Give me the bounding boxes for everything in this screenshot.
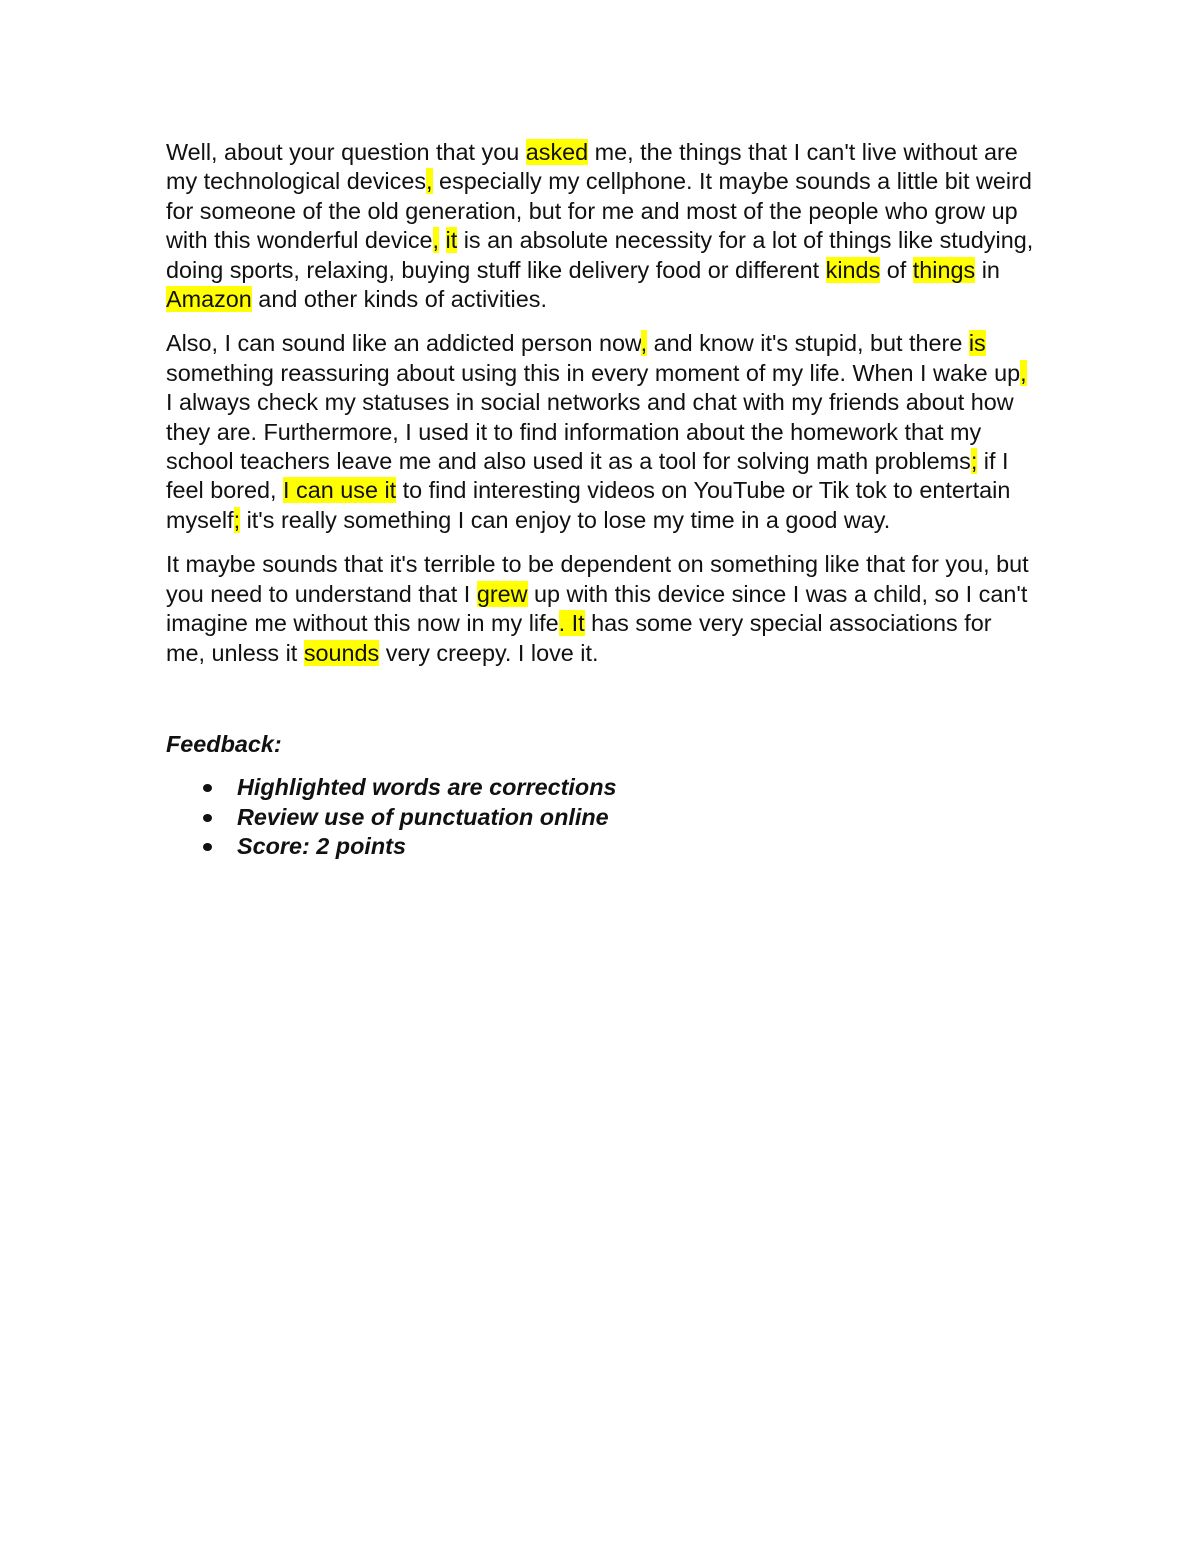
highlighted-correction: grew [476,580,528,607]
text-run: Also, I can sound like an addicted person now [166,330,641,357]
text-run: if I feel bored, [166,448,1009,504]
text-run: very creepy. I love it. [379,639,599,666]
highlighted-correction: sounds [303,639,380,666]
highlighted-correction: , [1020,359,1027,386]
feedback-title: Feedback: [166,730,282,757]
text-run: and know it's stupid, but there [647,330,969,357]
feedback-item [166,832,1036,861]
highlighted-correction: ; [233,506,241,533]
text-run: something reassuring about using this in every moment of my life. When I wake up [166,359,1021,386]
highlighted-correction: is [968,330,986,357]
highlighted-correction: , [426,168,433,195]
bullet-icon [203,843,212,851]
text-run: up with this device since I was a child, so I can't imagine me without this now in my life [166,580,1028,637]
text-run [439,227,446,253]
text-run: to find interesting videos on YouTube or Tik tok to entertain myself [166,477,1011,533]
text-run: especially my cellphone. It maybe sounds a little bit weird for someone of the old generation, but for me and most of the people who grow up with this wonderful device [166,168,1032,254]
text-run: it's really something I can enjoy to lose my time in a good way. [240,506,891,533]
feedback-item [166,773,1036,802]
feedback-item [166,803,1036,832]
text-run: in [975,256,1000,283]
feedback-list [166,773,1036,861]
text-run: of [880,256,913,283]
feedback-item-text: Score: 2 points [237,833,406,860]
highlighted-correction: . It [558,610,585,637]
essay-paragraph [166,329,1036,535]
text-run: is an absolute necessity for a lot of things like studying, doing sports, relaxing, buying stuff like delivery food or different [166,227,1034,283]
bullet-icon [203,814,212,822]
highlighted-correction: Amazon [166,286,252,313]
highlighted-correction: ; [970,448,978,475]
bullet-icon [203,784,212,792]
highlighted-correction: , [432,227,440,254]
highlighted-correction: asked [525,139,589,165]
highlighted-correction: it [445,227,458,254]
text-run: and other kinds of activities. [251,286,547,313]
essay-text [166,138,1036,668]
document-body [166,138,1036,862]
highlighted-correction: I can use it [283,477,397,504]
feedback-item-text: Highlighted words are corrections [237,774,617,801]
essay-paragraph [166,138,1036,314]
text-run: Well, about your question that you [166,139,526,165]
highlighted-correction: , [640,330,648,357]
feedback-item-text: Review use of punctuation online [237,803,609,830]
text-run: has some very special associations for me, unless it [166,610,992,666]
essay-paragraph [166,550,1036,668]
text-run: It maybe sounds that it's terrible to be dependent on something like that for you, but you need to understand that I [166,551,1029,607]
text-run: I always check my statuses in social networks and chat with my friends about how they are. Furthermore, I used it to find information about the homework that my school teachers leave me and also used it as a tool for solving math problems [166,389,1014,475]
highlighted-correction: things [912,256,976,283]
highlighted-correction: kinds [825,256,881,283]
text-run: me, the things that I can't live without are my technological devices [166,139,1018,195]
